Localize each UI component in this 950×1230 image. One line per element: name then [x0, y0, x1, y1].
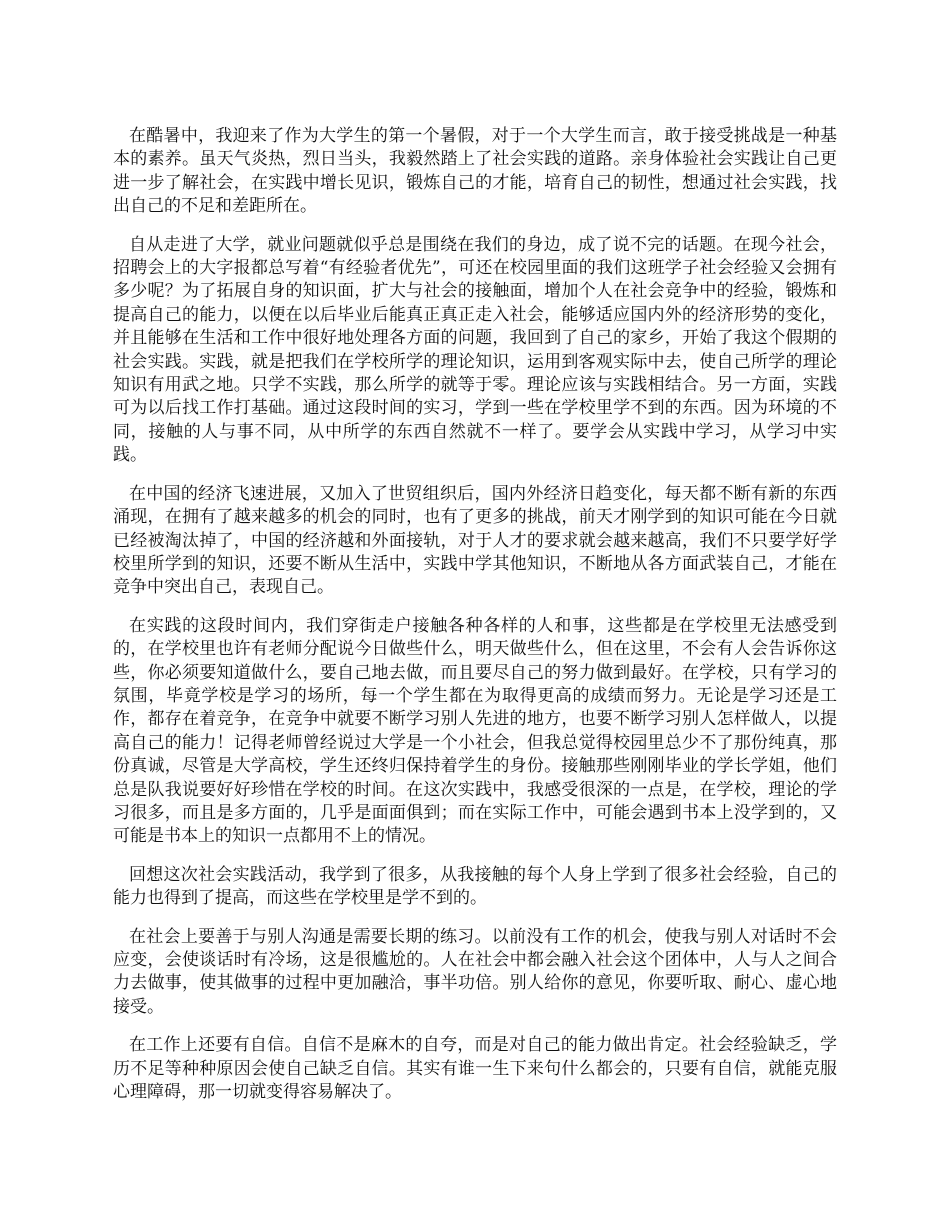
paragraph-5: 回想这次社会实践活动，我学到了很多，从我接触的每个人身上学到了很多社会经验，自己的能力也得到了提高，而这些在学校里是学不到的。 — [113, 864, 837, 909]
paragraph-3: 在中国的经济飞速进展，又加入了世贸组织后，国内外经济日趋变化，每天都不断有新的东西涌现，在拥有了越来越多的机会的同时，也有了更多的挑战，前天才刚学到的知识可能在今日就已经被淘汰掉了，中国的经济越和外面接轨，对于人才的要求就会越来越高，我们不只要学好学校里所学到的知识，还要不断从生活中，实践中学其他知识，不断地从各方面武装自己，才能在竞争中突出自己，表现自己。 — [113, 483, 837, 598]
paragraph-7: 在工作上还要有自信。自信不是麻木的自夸，而是对自己的能力做出肯定。社会经验缺乏，学历不足等种种原因会使自己缺乏自信。其实有谁一生下来句什么都会的，只要有自信，就能克服心理障碍，那一切就变得容易解决了。 — [113, 1035, 837, 1103]
paragraph-6: 在社会上要善于与别人沟通是需要长期的练习。以前没有工作的机会，使我与别人对话时不会应变，会使谈话时有冷场，这是很尴尬的。人在社会中都会融入社会这个团体中，人与人之间合力去做事，使其做事的过程中更加融洽，事半功倍。别人给你的意见，你要听取、耐心、虚心地接受。 — [113, 926, 837, 1017]
document-body — [113, 125, 837, 1119]
paragraph-2: 自从走进了大学，就业问题就似乎总是围绕在我们的身边，成了说不完的话题。在现今社会，招聘会上的大字报都总写着“有经验者优先”，可还在校园里面的我们这班学子社会经验又会拥有多少呢？为了拓展自身的知识面，扩大与社会的接触面，增加个人在社会竞争中的经验，锻炼和提高自己的能力，以便在以后毕业后能真正真正走入社会，能够适应国内外的经济形势的变化，并且能够在生活和工作中很好地处理各方面的问题，我回到了自己的家乡，开始了我这个假期的社会实践。实践，就是把我们在学校所学的理论知识，运用到客观实际中去，使自己所学的理论知识有用武之地。只学不实践，那么所学的就等于零。理论应该与实践相结合。另一方面，实践可为以后找工作打基础。通过这段时间的实习，学到一些在学校里学不到的东西。因为环境的不同，接触的人与事不同，从中所学的东西自然就不一样了。要学会从实践中学习，从学习中实践。 — [113, 234, 837, 466]
paragraph-4: 在实践的这段时间内，我们穿街走户接触各种各样的人和事，这些都是在学校里无法感受到的，在学校里也许有老师分配说今日做些什么，明天做些什么，但在这里，不会有人会告诉你这些，你必须要知道做什么，要自己地去做，而且要尽自己的努力做到最好。在学校，只有学习的氛围，毕竟学校是学习的场所，每一个学生都在为取得更高的成绩而努力。无论是学习还是工作，都存在着竞争，在竞争中就要不断学习别人先进的地方，也要不断学习别人怎样做人，以提高自己的能力！记得老师曾经说过大学是一个小社会，但我总觉得校园里总少不了那份纯真，那份真诚，尽管是大学高校，学生还终归保持着学生的身份。接触那些刚刚毕业的学长学姐，他们总是队我说要好好珍惜在学校的时间。在这次实践中，我感受很深的一点是，在学校，理论的学习很多，而且是多方面的，几乎是面面俱到；而在实际工作中，可能会遇到书本上没学到的，又可能是书本上的知识一点都用不上的情况。 — [113, 615, 837, 847]
paragraph-1: 在酷暑中，我迎来了作为大学生的第一个暑假，对于一个大学生而言，敢于接受挑战是一种基本的素养。虽天气炎热，烈日当头，我毅然踏上了社会实践的道路。亲身体验社会实践让自己更进一步了解社会，在实践中增长见识，锻炼自己的才能，培育自己的韧性，想通过社会实践，找出自己的不足和差距所在。 — [113, 126, 837, 217]
